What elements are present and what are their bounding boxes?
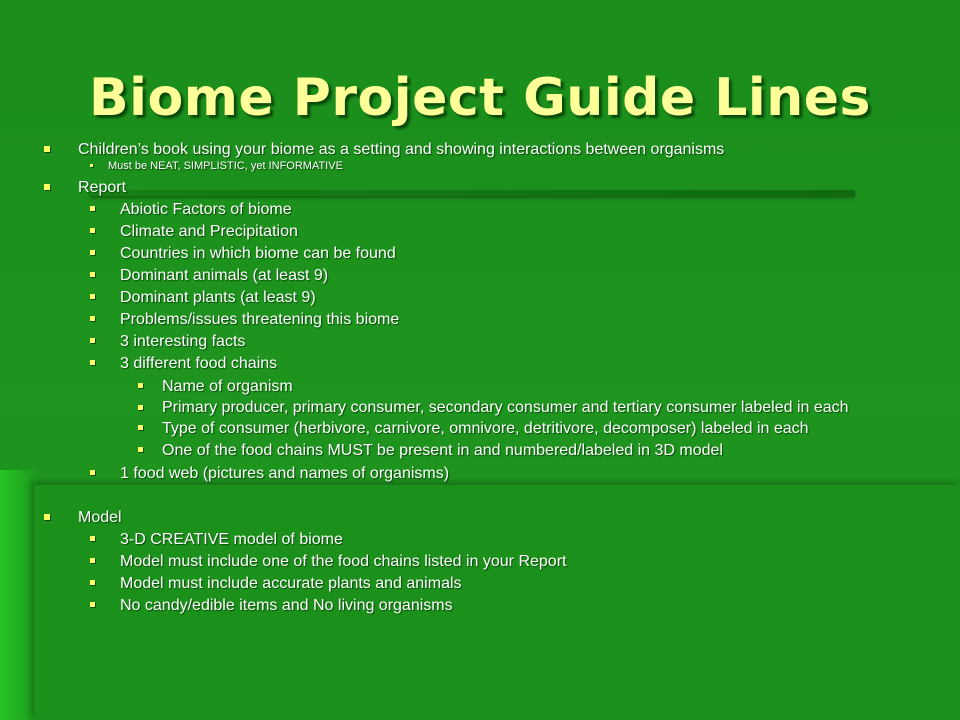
list-item — [120, 419, 940, 438]
list-item-text: No candy/edible items and No living organisms — [120, 597, 453, 614]
list-item-book — [40, 139, 940, 160]
bullet-square-icon — [90, 602, 95, 607]
bullet-square-icon — [44, 146, 50, 152]
list-item — [78, 331, 940, 352]
list-item — [120, 441, 940, 460]
list-item-model — [40, 507, 940, 528]
bullet-square-icon — [90, 338, 95, 343]
bullet-square-icon — [138, 425, 143, 430]
list-item-text: Problems/issues threatening this biome — [120, 311, 400, 328]
list-item — [78, 199, 940, 220]
list-item-report — [40, 177, 940, 198]
list-item-text: Model must include one of the food chains listed in your Report — [120, 553, 567, 570]
list-item-text: 1 food web (pictures and names of organisms) — [120, 465, 450, 482]
list-item — [120, 399, 940, 416]
list-item-text: Type of consumer (herbivore, carnivore, omnivore, detritivore, decomposer) labeled in each — [162, 420, 809, 437]
bullet-square-icon — [90, 470, 95, 475]
list-item-text: Dominant plants (at least 9) — [120, 289, 316, 306]
list-item-text: Children’s book using your biome as a setting and showing interactions between organisms — [78, 141, 725, 158]
list-item-text: One of the food chains MUST be present in and numbered/labeled in 3D model — [162, 442, 723, 459]
list-item — [78, 221, 940, 242]
list-item-text: Name of organism — [162, 378, 293, 395]
bullet-square-icon — [90, 228, 95, 233]
bullet-square-icon — [90, 164, 93, 167]
bullet-square-icon — [44, 514, 50, 520]
bullet-square-icon — [90, 206, 95, 211]
list-item — [78, 595, 940, 616]
list-item — [78, 309, 940, 330]
report-sublist — [78, 199, 940, 484]
list-item — [78, 265, 940, 286]
list-item-text: Countries in which biome can be found — [120, 245, 396, 262]
model-sublist — [78, 529, 940, 616]
list-item-text: 3-D CREATIVE model of biome — [120, 531, 343, 548]
list-item — [78, 287, 940, 308]
list-item-text: 3 different food chains — [120, 355, 278, 372]
list-item-text: Model must include accurate plants and animals — [120, 575, 462, 592]
list-item-text: 3 interesting facts — [120, 333, 246, 350]
bullet-square-icon — [90, 316, 95, 321]
bullet-square-icon — [90, 272, 95, 277]
bullet-square-icon — [138, 405, 143, 410]
list-item-book-note — [78, 160, 940, 173]
list-item — [78, 573, 940, 594]
slide-title: Biome Project Guide Lines — [89, 68, 871, 128]
list-item-text: Must be NEAT, SIMPLISTIC, yet INFORMATIVE — [108, 160, 343, 172]
list-item — [78, 529, 940, 550]
list-item — [78, 243, 940, 264]
bullet-square-icon — [90, 558, 95, 563]
bullet-square-icon — [138, 447, 143, 452]
list-item-text: Abiotic Factors of biome — [120, 201, 292, 218]
list-item-text: Dominant animals (at least 9) — [120, 267, 329, 284]
bullet-square-icon — [90, 580, 95, 585]
list-item — [78, 463, 940, 484]
bullet-square-icon — [90, 360, 95, 365]
bullet-list — [40, 138, 940, 616]
list-item-text: Climate and Precipitation — [120, 223, 298, 240]
list-item — [78, 353, 940, 374]
list-item-text: Report — [78, 179, 127, 196]
bullet-square-icon — [90, 294, 95, 299]
list-item-text: Model — [78, 509, 122, 526]
list-item — [78, 551, 940, 572]
bullet-square-icon — [90, 536, 95, 541]
bullet-square-icon — [138, 383, 143, 388]
bullet-square-icon — [44, 184, 50, 190]
spacer — [40, 484, 940, 506]
bullet-square-icon — [90, 250, 95, 255]
food-chain-sublist — [120, 377, 940, 460]
list-item-text: Primary producer, primary consumer, secondary consumer and tertiary consumer labeled in each — [162, 399, 849, 416]
list-item — [120, 377, 940, 396]
